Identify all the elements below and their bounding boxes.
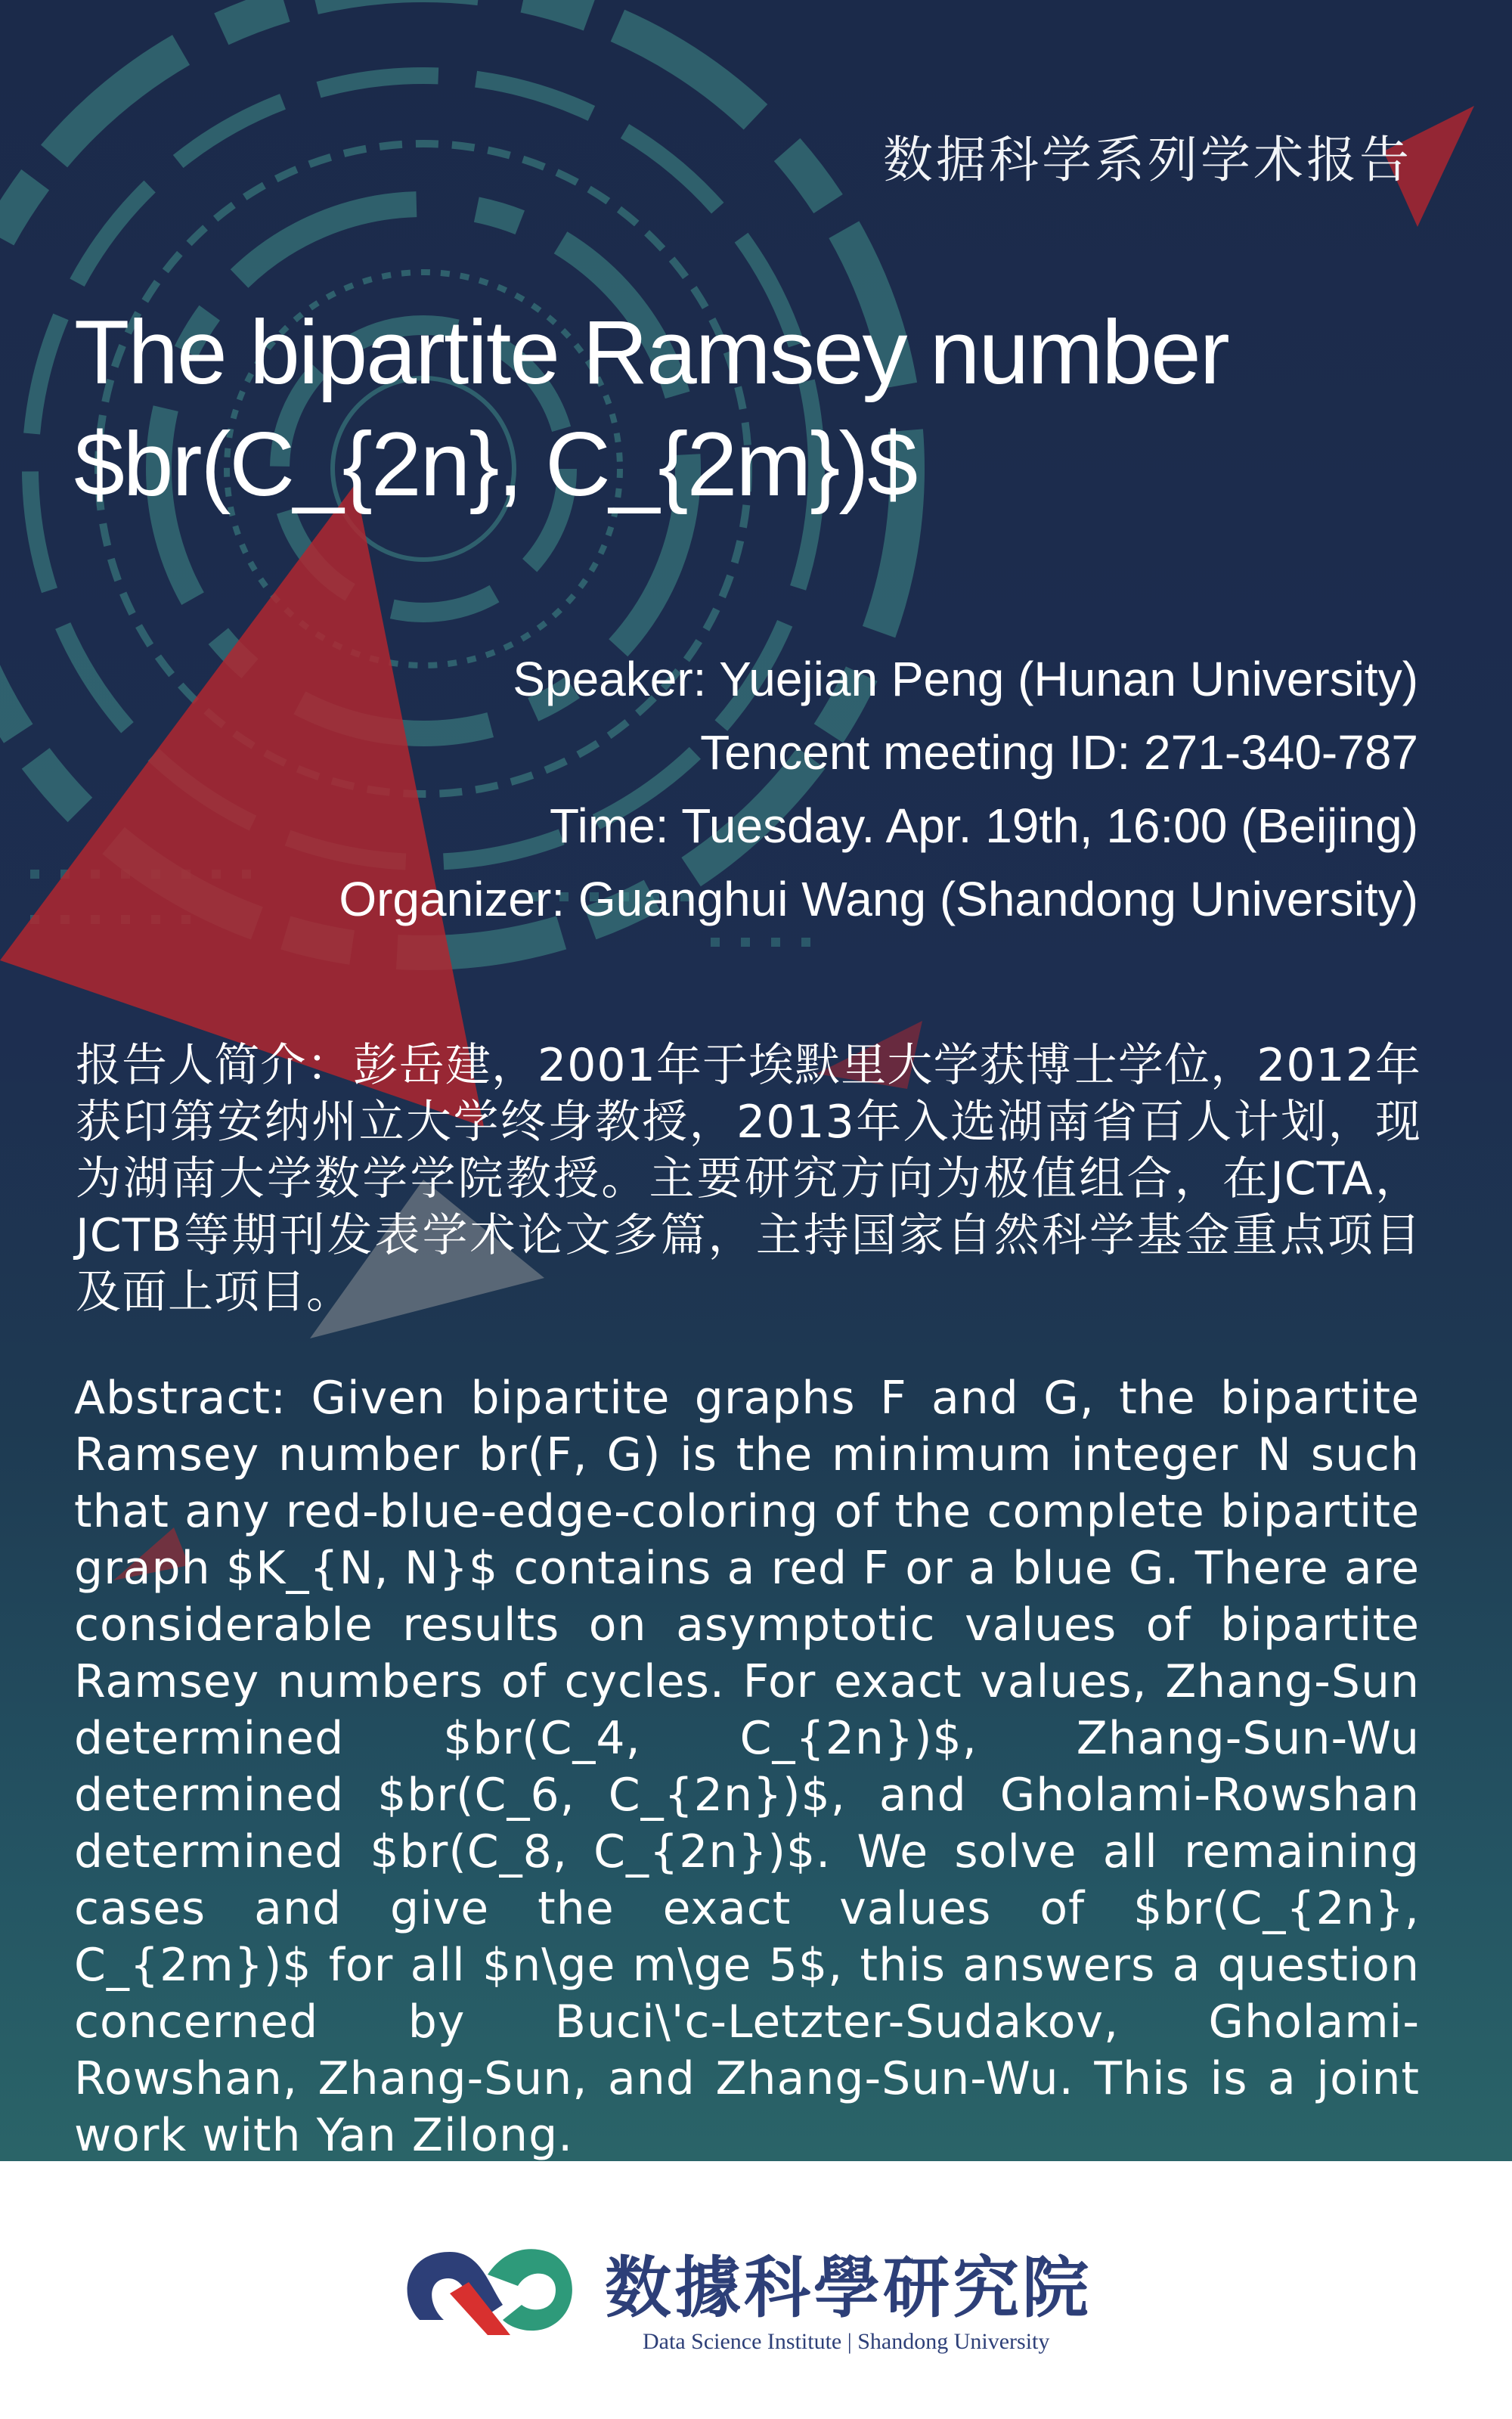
talk-title-line-1: The bipartite Ramsey number [74,302,1228,403]
speaker-bio: 报告人简介：彭岳建，2001年于埃默里大学获博士学位，2012年获印第安纳州立大学终身教授，2013年入选湖南省百人计划，现为湖南大学数学学院教授。主要研究方向为极值组合，在JCTA，JCTB等期刊发表学术论文多篇，主持国家自然科学基金重点项目及面上项目。 [76,1039,1421,1319]
institute-name-chinese: 数據科學研究院 [605,2248,1092,2327]
talk-title-line-2: $br(C_{2n}, C_{2m})$ [74,414,917,515]
talk-info [133,643,1418,936]
meeting-id-line: Tencent meeting ID: 271-340-787 [700,725,1418,780]
abstract-text: Abstract: Given bipartite graphs F and G, the bipartite Ramsey number br(F, G) is the minimum integer N such that any red-blue-edge-coloring of the complete bipartite graph $K_{N, N}$ contains a red F or a blue G. There are considerable results on asymptotic values of bipartite Ramsey numbers of cycles. For exact values, Zhang-Sun determined $br(C_4, C_{2n})$, Zhang-Sun-Wu determined $br(C_6, C_{2n})$, and Gholami-Rowshan determined $br(C_8, C_{2n})$. We solve all remaining cases and give the exact values of $br(C_{2n}, C_{2m})$ for all $n\ge m\ge 5$, this answers a question concerned by Buci\'c-Letzter-Sudakov, Gholami-Rowshan, Zhang-Sun, and Zhang-Sun-Wu. This is a joint work with Yan Zilong. [74,1372,1420,2161]
time-line: Time: Tuesday. Apr. 19th, 16:00 (Beijing) [549,799,1418,853]
institute-name-english: Data Science Institute | Shandong University [643,2329,1050,2354]
speaker-line: Speaker: Yuejian Peng (Hunan University) [513,652,1418,706]
organizer-line: Organizer: Guanghui Wang (Shandong University) [339,872,1418,926]
institute-logo-icon [397,2229,587,2350]
talk-title [74,296,1435,520]
series-title: 数据科学系列学术报告 [883,131,1412,189]
footer [0,2161,1512,2419]
